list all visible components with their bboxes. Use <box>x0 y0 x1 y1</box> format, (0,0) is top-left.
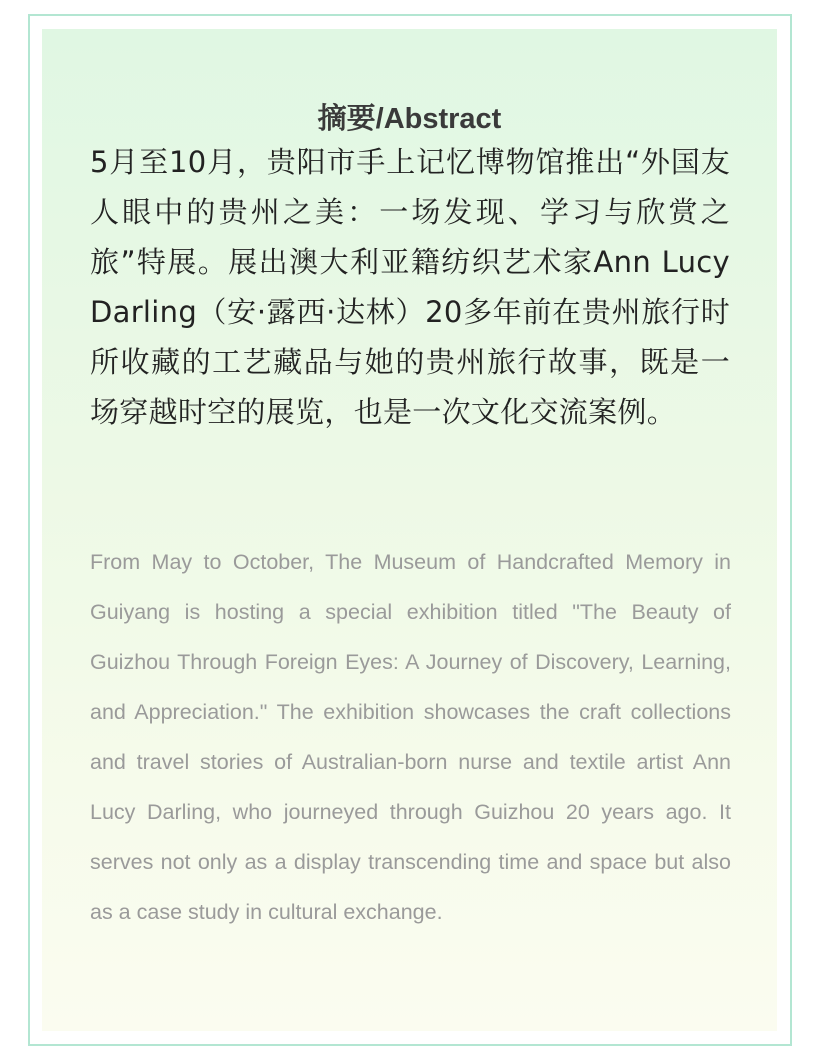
abstract-chinese-paragraph: 5月至10月，贵阳市手上记忆博物馆推出“外国友人眼中的贵州之美：一场发现、学习与欣赏之旅”特展。展出澳大利亚籍纺织艺术家Ann Lucy Darling（安·露西·达林）20多年前在贵州旅行时所收藏的工艺藏品与她的贵州旅行故事，既是一场穿越时空的展览，也是一次文化交流案例。 <box>90 145 730 429</box>
abstract-title: 摘要/Abstract <box>317 103 502 135</box>
abstract-panel <box>42 29 777 1031</box>
abstract-english-paragraph: From May to October, The Museum of Handcrafted Memory in Guiyang is hosting a special exhibition titled "The Beauty of Guizhou Through Foreign Eyes: A Journey of Discovery, Learning, and Appreciation." The exhibition showcases the craft collections and travel stories of Australian-born nurse and textile artist Ann Lucy Darling, who journeyed through Guizhou 20 years ago. It serves not only as a display transcending time and space but also as a case study in cultural exchange. <box>90 550 731 924</box>
